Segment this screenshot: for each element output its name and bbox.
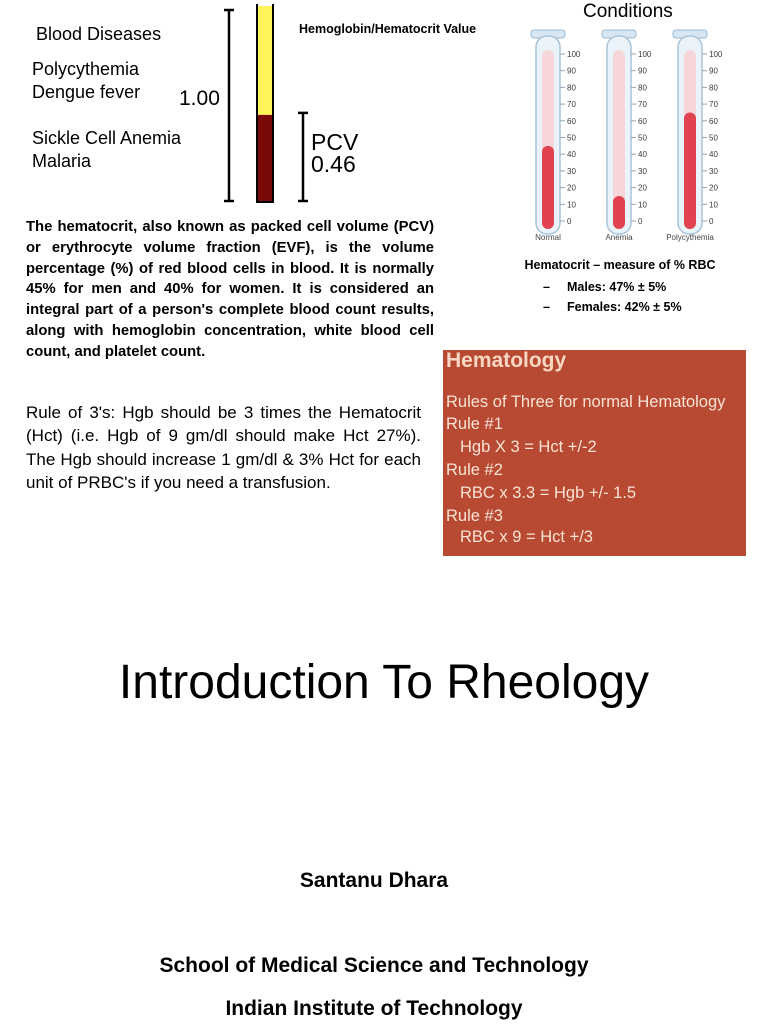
tick-label: 40 <box>567 150 576 160</box>
pcv-bracket <box>298 113 308 201</box>
tick-label: 10 <box>709 200 718 210</box>
tick-label: 0 <box>709 217 714 226</box>
rule2-label: Rule #2 <box>446 461 503 479</box>
tick-label: 0 <box>567 217 572 226</box>
total-bracket <box>224 10 234 201</box>
tick-label: 30 <box>638 166 647 176</box>
tick-label: 60 <box>709 116 718 126</box>
rule1-label: Rule #1 <box>446 415 503 433</box>
tick-label: 100 <box>567 50 581 59</box>
hematocrit-females <box>543 300 682 314</box>
blood-diseases-title: Blood Diseases <box>36 24 162 44</box>
females-text: Females: 42% ± 5% <box>567 300 682 314</box>
hematology-title: Hematology <box>446 349 567 372</box>
pcv-value: 0.46 <box>311 151 356 177</box>
rule3-text: RBC x 9 = Hct +/3 <box>460 528 593 546</box>
males-text: Males: 47% ± 5% <box>567 280 667 294</box>
hematology-box <box>443 350 746 556</box>
tick-label: 20 <box>567 183 576 193</box>
page-title: Introduction To Rheology <box>118 656 650 709</box>
tick-label: 90 <box>709 66 718 76</box>
plasma-layer <box>257 6 273 115</box>
rule1-text: Hgb X 3 = Hct +/-2 <box>460 438 597 456</box>
author-name: Santanu Dhara <box>299 869 449 892</box>
tube-liquid <box>542 146 554 229</box>
tick-label: 50 <box>567 133 576 143</box>
tick-label: 70 <box>567 100 576 110</box>
tick-label: 10 <box>638 200 647 210</box>
tick-label: 100 <box>638 50 652 59</box>
disease-polycythemia: Polycythemia <box>32 59 140 79</box>
tick-label: 50 <box>638 133 647 143</box>
tick-label: 90 <box>567 66 576 76</box>
conditions-tubes <box>520 22 735 247</box>
hematology-intro: Rules of Three for normal Hematology <box>446 393 726 411</box>
tube-liquid <box>684 112 696 229</box>
disease-dengue: Dengue fever <box>32 82 141 102</box>
disease-malaria: Malaria <box>32 151 92 171</box>
pcv-label-text: PCV <box>311 129 359 155</box>
tick-label: 50 <box>709 133 718 143</box>
tick-label: 70 <box>709 100 718 110</box>
dash: – <box>543 280 550 294</box>
tick-label: 60 <box>638 116 647 126</box>
tick-label: 100 <box>709 50 723 59</box>
rule-of-threes-paragraph: Rule of 3's: Hgb should be 3 times the Hematocrit (Hct) (i.e. Hgb of 9 gm/dl should make Hct 27%). The Hgb should increase 1 gm/dl & 3% Hct for each unit of PRBC's if you need a transfusion. <box>26 403 421 492</box>
total-volume-value: 1.00 <box>179 87 220 110</box>
tick-label: 40 <box>709 150 718 160</box>
tick-label: 30 <box>709 166 718 176</box>
tick-label: 70 <box>638 100 647 110</box>
tube-label: Polycythemia <box>666 233 714 242</box>
tick-label: 90 <box>638 66 647 76</box>
tick-label: 60 <box>567 116 576 126</box>
hematocrit-males <box>543 280 666 294</box>
school-name: School of Medical Science and Technology <box>159 954 589 977</box>
tick-label: 30 <box>567 166 576 176</box>
hematocrit-paragraph: The hematocrit, also known as packed cell volume (PCV) or erythrocyte volume fraction (EVF), is the volume percentage (%) of red blood cells in blood. It is normally 45% for men and 40% for women. It is considered an integral part of a person's complete blood count results, along with hemoglobin concentration, white blood cell count, and platelet count. <box>26 219 434 360</box>
rule2-text: RBC x 3.3 = Hgb +/- 1.5 <box>460 484 637 502</box>
tick-label: 20 <box>709 183 718 193</box>
hemoglobin-hematocrit-title: Hemoglobin/Hematocrit Value <box>299 22 477 36</box>
hematocrit-measure-title: Hematocrit – measure of % RBC <box>524 258 716 272</box>
tick-label: 10 <box>567 200 576 210</box>
dash: – <box>543 300 550 314</box>
tube-liquid <box>613 196 625 229</box>
conditions-title: Conditions <box>583 1 673 22</box>
tick-label: 20 <box>638 183 647 193</box>
packed-cells-layer <box>257 115 273 201</box>
rule3-label: Rule #3 <box>446 507 503 525</box>
tick-label: 80 <box>567 83 576 93</box>
tick-label: 0 <box>638 217 643 226</box>
tube-label: Anemia <box>605 233 633 242</box>
disease-sickle-cell: Sickle Cell Anemia <box>32 128 182 148</box>
tick-label: 80 <box>638 83 647 93</box>
tube-label: Normal <box>535 233 561 242</box>
tick-label: 40 <box>638 150 647 160</box>
tick-label: 80 <box>709 83 718 93</box>
pcv-label <box>311 131 358 175</box>
institute-name: Indian Institute of Technology <box>225 997 523 1020</box>
